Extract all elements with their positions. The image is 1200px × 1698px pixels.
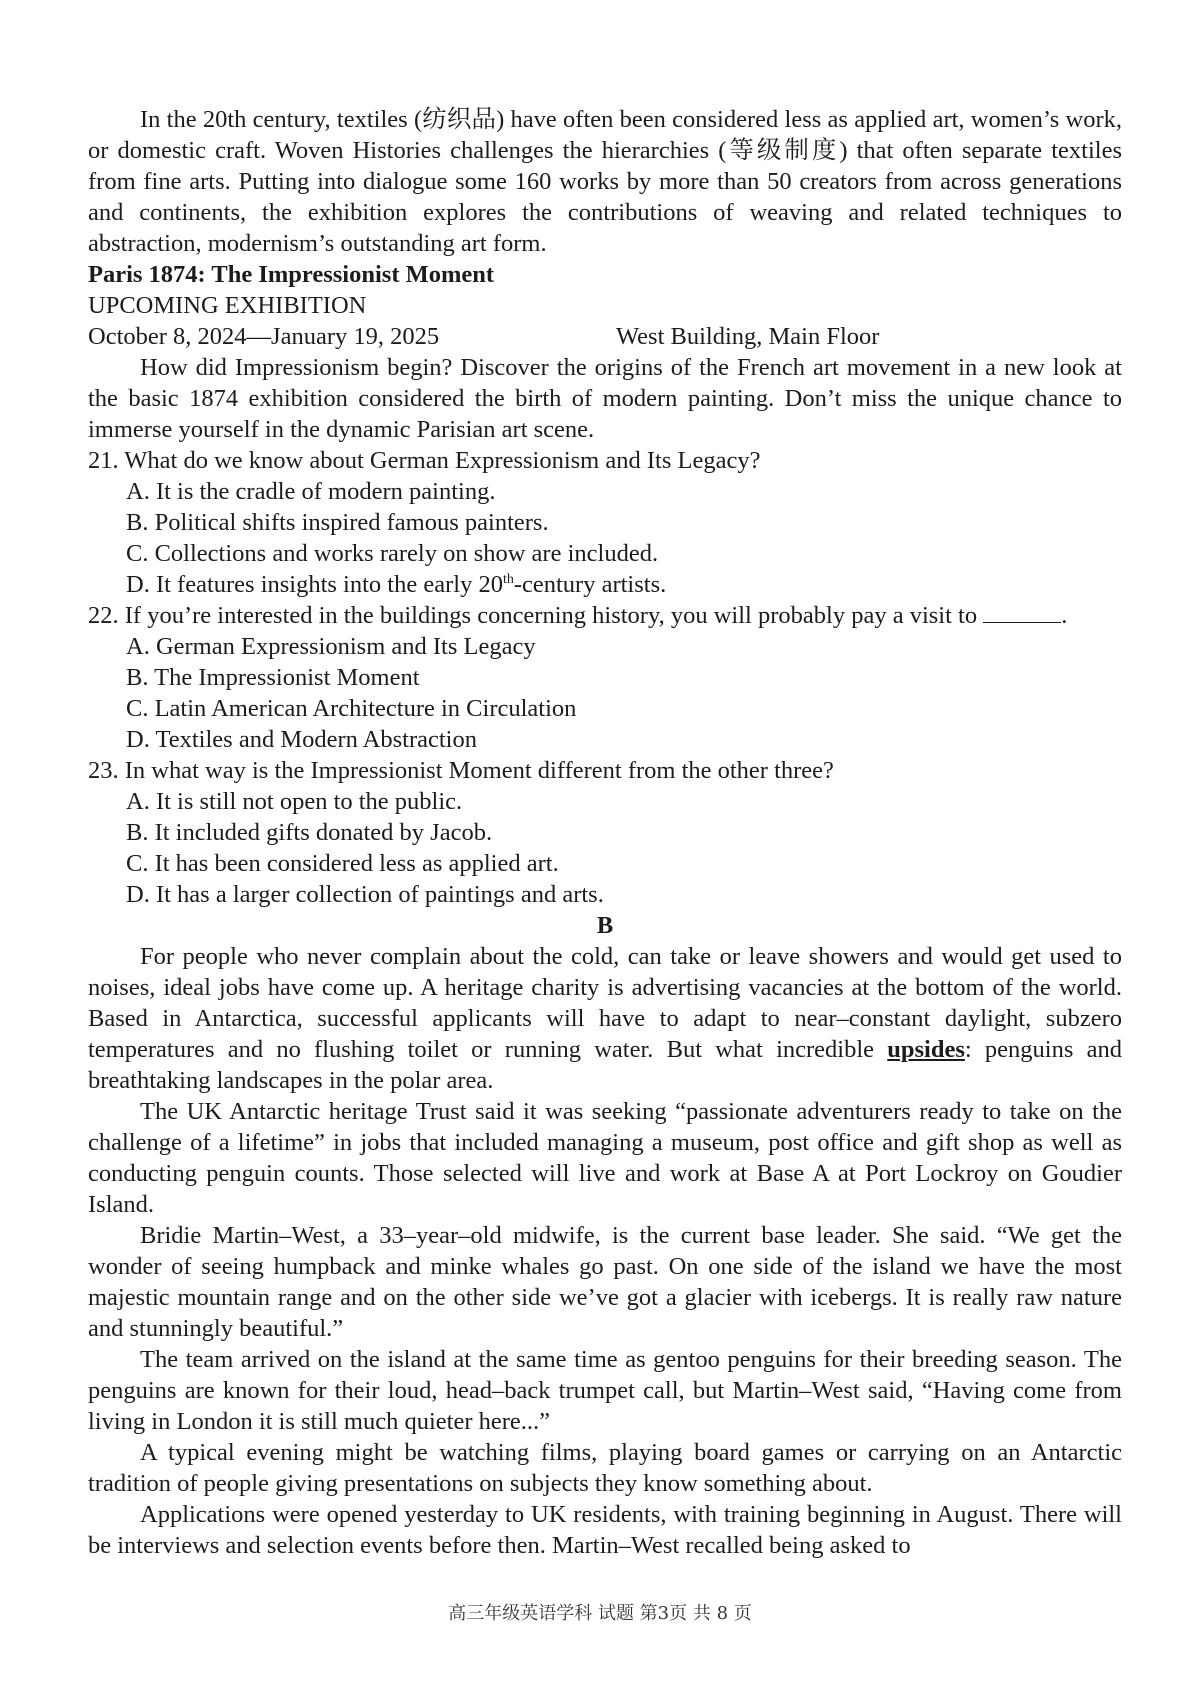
option-d-suffix: -century artists. (513, 571, 667, 598)
exhibition-status: UPCOMING EXHIBITION (88, 292, 367, 319)
exhibition-description: How did Impressionism begin? Discover the origins of the French art movement in a new look at the basic 1874 exhibition considered the birth of modern painting. Don’t miss the unique chance to immerse yourself in the dynamic Parisian art scene. (88, 354, 1122, 443)
underlined-word: upsides (887, 1036, 965, 1063)
textiles-paragraph: In the 20th century, textiles (纺织品) have often been considered less as applied art, women’s work, or domestic craft. Woven Histories challenges the hierarchies (等级制度) that often separate textiles from fine arts. Putting into dialogue some 160 works by more than 50 creators from across generations and continents, the exhibition explores the contributions of weaving and related techniques to abstraction, modernism’s outstanding art form. (88, 106, 1122, 257)
exhibition-title: Paris 1874: The Impressionist Moment (88, 261, 495, 288)
option-c: C. It has been considered less as applied art. (126, 850, 559, 877)
option-d-text: D. It features insights into the early 20 (126, 571, 503, 598)
passage-b-paragraph-1 (88, 941, 1122, 1096)
option-b: B. Political shifts inspired famous painters. (126, 509, 549, 536)
question-stem-text: 22. If you’re interested in the buildings concerning history, you will probably pay a visit to (88, 602, 978, 629)
paragraph-text-end: : penguins and breathtaking landscapes in the polar area. (88, 1036, 1122, 1094)
page-footer: 高三年级英语学科 试题 第3页 共 8 页 (448, 1603, 752, 1624)
answer-blank (983, 602, 1061, 623)
option-b: B. The Impressionist Moment (126, 664, 420, 691)
passage-b-paragraph-6: Applications were opened yesterday to UK residents, with training beginning in August. There will be interviews and selection events before then. Martin–West recalled being asked to (88, 1501, 1122, 1559)
question-stem: 21. What do we know about German Expressionism and Its Legacy? (88, 447, 761, 474)
passage-b-paragraph-4: The team arrived on the island at the same time as gentoo penguins for their breeding season. The penguins are known for their loud, head–back trumpet call, but Martin–West said, “Having come from living in London it is still much quieter here...” (88, 1346, 1122, 1435)
option-a: A. It is still not open to the public. (126, 788, 463, 815)
question-stem-end: . (1061, 602, 1068, 629)
section-heading-b: B (596, 912, 614, 939)
option-d: D. Textiles and Modern Abstraction (126, 726, 477, 753)
option-d: D. It has a larger collection of paintings and arts. (126, 881, 604, 908)
superscript-th: th (502, 571, 514, 587)
option-c: C. Latin American Architecture in Circulation (126, 695, 577, 722)
question-stem (88, 600, 1122, 631)
question-stem: 23. In what way is the Impressionist Moment different from the other three? (88, 757, 834, 784)
passage-b-paragraph-2: The UK Antarctic heritage Trust said it was seeking “passionate adventurers ready to take on the challenge of a lifetime” in jobs that included managing a museum, post office and gift shop as well as conducting penguin counts. Those selected will live and work at Base A at Port Lockroy on Goudier Island. (88, 1098, 1122, 1218)
question-22 (88, 600, 1122, 755)
exhibition-location: West Building, Main Floor (616, 323, 880, 350)
option-b: B. It included gifts donated by Jacob. (126, 819, 493, 846)
question-21 (88, 445, 1122, 600)
exhibition-dates: October 8, 2024—January 19, 2025 (88, 323, 440, 350)
option-a: A. It is the cradle of modern painting. (126, 478, 496, 505)
passage-b-paragraph-5: A typical evening might be watching films, playing board games or carrying on an Antarctic tradition of people giving presentations on subjects they know something about. (88, 1439, 1122, 1497)
option-a: A. German Expressionism and Its Legacy (126, 633, 536, 660)
exhibition-dates-row (88, 321, 1122, 352)
option-d (88, 569, 1122, 600)
paragraph-text: For people who never complain about the cold, can take or leave showers and would get used to noises, ideal jobs have come up. A heritage charity is advertising vacancies at the bottom of the world. Based in Antarctica, successful applicants will have to adapt to near–constant daylight, subzero temperatures and no flushing toilet or running water. But what incredible (88, 943, 1122, 1063)
option-c: C. Collections and works rarely on show are included. (126, 540, 659, 567)
passage-b-paragraph-3: Bridie Martin–West, a 33–year–old midwife, is the current base leader. She said. “We get the wonder of seeing humpback and minke whales go past. On one side of the island we have the most majestic mountain range and on the other side we’ve got a glacier with icebergs. It is really raw nature and stunningly beautiful.” (88, 1222, 1122, 1342)
question-23 (88, 755, 1122, 910)
